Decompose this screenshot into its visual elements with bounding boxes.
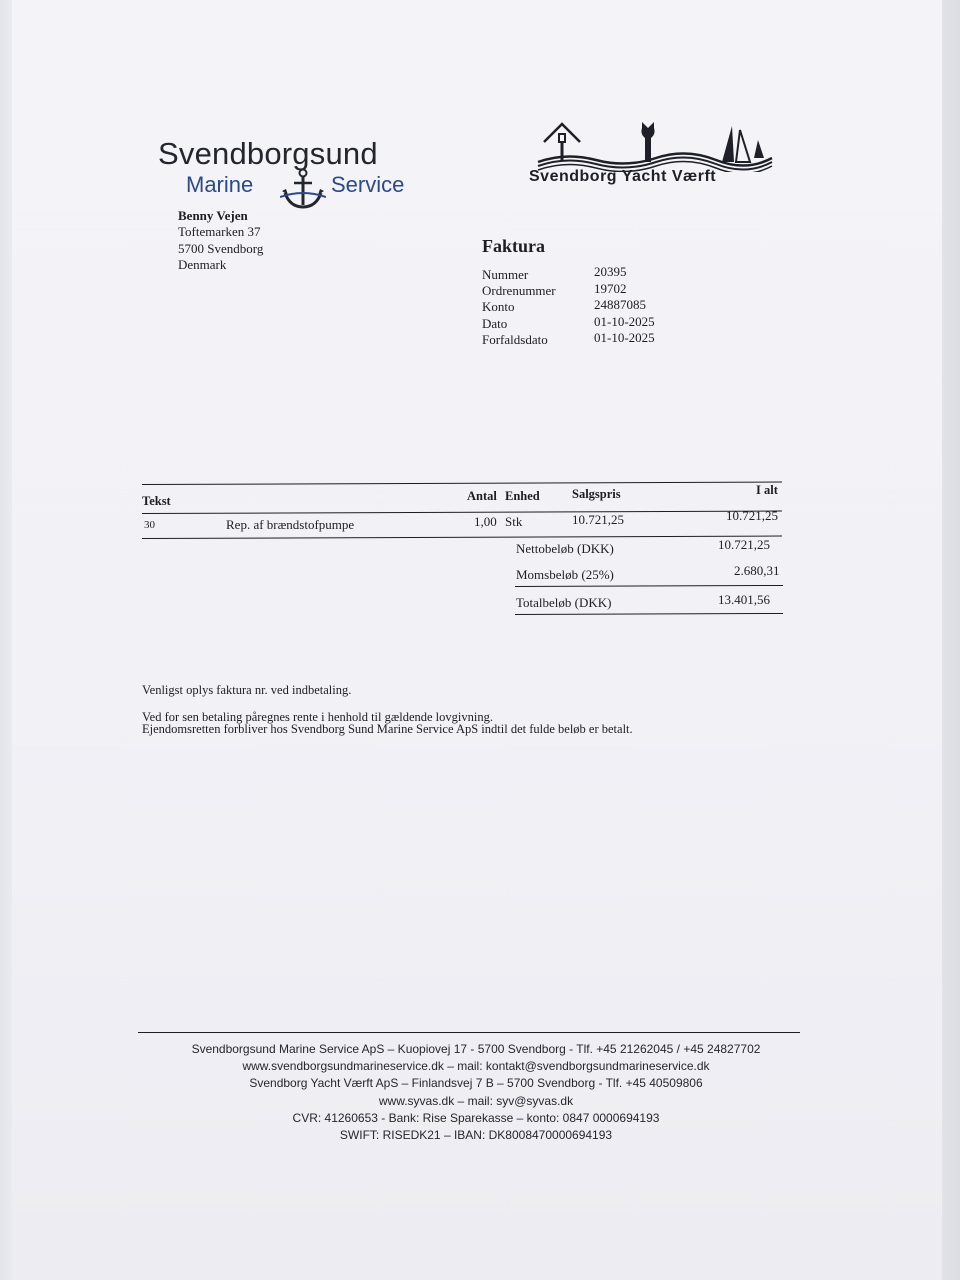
net-value: 10.721,25 (718, 537, 770, 552)
anchor-icon (280, 167, 326, 211)
customer-name: Benny Vejen (178, 208, 248, 223)
footer-rule (138, 1032, 800, 1033)
left-logo-marine: Marine (186, 172, 254, 197)
col-header-unit: Enhed (505, 489, 540, 503)
invoice-title: Faktura (482, 236, 545, 256)
invoice-field-label: Dato (482, 316, 508, 331)
footer-line: Svendborgsund Marine Service ApS – Kuopiovej 17 - 5700 Svendborg - Tlf. +45 21262045 / +45 24827702 (191, 1042, 761, 1056)
left-logo-title: Svendborgsund (158, 136, 378, 171)
invoice-field-label: Forfaldsdato (482, 332, 548, 347)
row-description: Rep. af brændstofpumpe (226, 517, 355, 532)
invoice-field-value: 19702 (594, 281, 627, 296)
invoice-field-label: Ordrenummer (482, 283, 556, 298)
col-header-total: I alt (756, 483, 778, 497)
footer-line: www.syvas.dk – mail: syv@syvas.dk (378, 1094, 574, 1108)
customer-city: 5700 Svendborg (178, 241, 264, 256)
invoice-field-value: 01-10-2025 (594, 330, 655, 345)
yacht-yard-logo-icon (536, 118, 776, 172)
vat-label: Momsbeløb (25%) (516, 567, 614, 582)
col-header-price: Salgspris (572, 487, 621, 501)
row-total: 10.721,25 (726, 508, 778, 523)
right-logo-text: Svendborg Yacht Værft (529, 168, 717, 185)
invoice-field-label: Nummer (482, 267, 529, 282)
row-unit: Stk (505, 514, 523, 529)
row-code: 30 (144, 519, 155, 531)
total-value: 13.401,56 (718, 592, 770, 607)
col-header-qty: Antal (467, 489, 497, 503)
row-qty: 1,00 (474, 514, 497, 529)
invoice-field-value: 20395 (594, 264, 627, 279)
left-logo-service: Service (331, 172, 405, 197)
vat-value: 2.680,31 (734, 563, 780, 578)
customer-street: Toftemarken 37 (178, 224, 261, 239)
col-header-text: Tekst (142, 494, 171, 508)
payment-note: Venligst oplys faktura nr. ved indbetaling. (142, 683, 352, 697)
interest-note: Ved for sen betaling påregnes rente i henhold til gældende lovgivning. (142, 710, 493, 724)
invoice-field-value: 24887085 (594, 297, 646, 312)
footer-line: Svendborg Yacht Værft ApS – Finlandsvej 7 B – 5700 Svendborg - Tlf. +45 40509806 (249, 1076, 703, 1090)
invoice-field-label: Konto (482, 299, 515, 314)
total-label: Totalbeløb (DKK) (516, 595, 612, 610)
footer-line: CVR: 41260653 - Bank: Rise Sparekasse – konto: 0847 0000694193 (292, 1111, 660, 1125)
ownership-note: Ejendomsretten forbliver hos Svendborg Sund Marine Service ApS indtil det fulde beløb er betalt. (142, 722, 633, 736)
customer-country: Denmark (178, 257, 227, 272)
row-price: 10.721,25 (572, 512, 624, 527)
footer-line: SWIFT: RISEDK21 – IBAN: DK8008470000694193 (339, 1128, 613, 1142)
net-label: Nettobeløb (DKK) (516, 541, 614, 556)
invoice-field-value: 01-10-2025 (594, 314, 655, 329)
footer-line: www.svendborgsundmarineservice.dk – mail: kontakt@svendborgsundmarineservice.dk (242, 1059, 710, 1073)
